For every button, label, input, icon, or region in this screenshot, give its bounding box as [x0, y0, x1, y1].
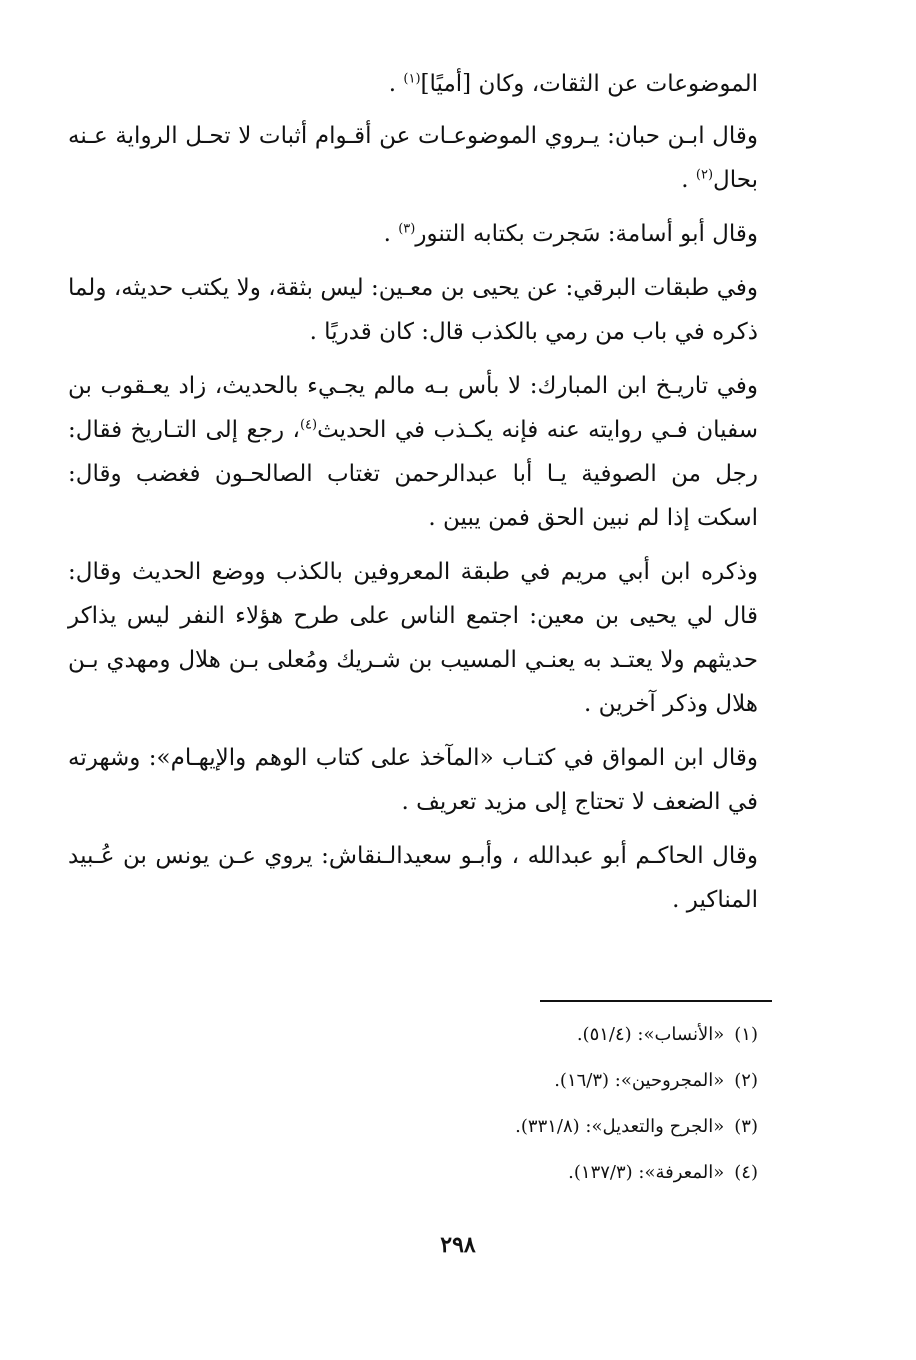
footnote-divider [540, 1000, 772, 1002]
paragraph-6: وذكره ابن أبي مريم في طبقة المعروفين بالكذب ووضع الحديث وقال: قال لي يحيى بن معين: اجتمع الناس على طرح هؤلاء النفر ليس يذاكر حديثهم ولا يعتـد به يعنـي المسيب بن شـريك ومُعلى بـن هلال ومهدي بـن هلال وذكر آخرين . [68, 559, 758, 717]
footnote-text: «الجرح والتعديل»: (٣٣١/٨). [515, 1116, 725, 1137]
paragraph-2: وقال ابـن حبان: يـروي الموضوعـات عن أقـوام أثبات لا تحـل الرواية عـنه بحال$^{(٢)}$ . [68, 123, 758, 193]
footnote-number: (٣) [734, 1116, 758, 1137]
footnote-3 [68, 1104, 758, 1150]
page-number: ٢٩٨ [440, 1232, 476, 1258]
footnote-ref-4[interactable]: (٤) [299, 417, 318, 433]
footnote-text: «المجروحين»: (١٦/٣). [554, 1070, 725, 1091]
paragraph-7: وقال ابن المواق في كتـاب «المآخذ على كتاب الوهم والإيهـام»: وشهرته في الضعف لا تحتاج إلى مزيد تعريف . [68, 745, 758, 815]
paragraph-5: وفي تاريـخ ابن المبارك: لا بأس بـه مالم يجـيء بالحديث، زاد يعـقوب بن سفيان فـي روايته عنه فإنه يكـذب في الحديث$^{(٤)}$، رجع إلى التـاريخ فقال: رجل من الصوفية يـا أبا عبدالرحمن تغتاب الصالحـون فغضب وقال: اسكت إذا لم نبين الحق فمن يبين . [68, 373, 758, 531]
paragraph-4: وفي طبقات البرقي: عن يحيى بن معـين: ليس بثقة، ولا يكتب حديثه، ولما ذكره في باب من رمي بالكذب قال: كان قدريًا . [68, 275, 758, 345]
footnote-number: (٤) [734, 1162, 758, 1183]
footnote-ref-2[interactable]: (٢) [695, 167, 714, 183]
footnote-text: «الأنساب»: (٥١/٤). [576, 1024, 725, 1045]
footnote-number: (٢) [734, 1070, 758, 1091]
paragraph-3: وقال أبو أسامة: سَجرت بكتابه التنور$^{(٣)}$ . [383, 221, 758, 247]
footnote-4 [68, 1150, 758, 1196]
paragraph-1: الموضوعات عن الثقات، وكان [أميًا]$^{(١)}$ . [388, 71, 758, 97]
footnote-ref-3[interactable]: (٣) [398, 221, 416, 237]
footnote-ref-1[interactable]: (١) [403, 71, 421, 87]
footnote-number: (١) [734, 1024, 758, 1045]
paragraph-8: وقال الحاكـم أبو عبدالله ، وأبـو سعيدالـنقاش: يروي عـن يونس بن عُـبيد المناكير . [68, 843, 758, 913]
footnote-text: «المعرفة»: (١٣٧/٣). [568, 1162, 725, 1183]
main-text [68, 62, 758, 932]
footnote-2 [68, 1058, 758, 1104]
footnotes [68, 1012, 758, 1196]
footnote-1 [68, 1012, 758, 1058]
